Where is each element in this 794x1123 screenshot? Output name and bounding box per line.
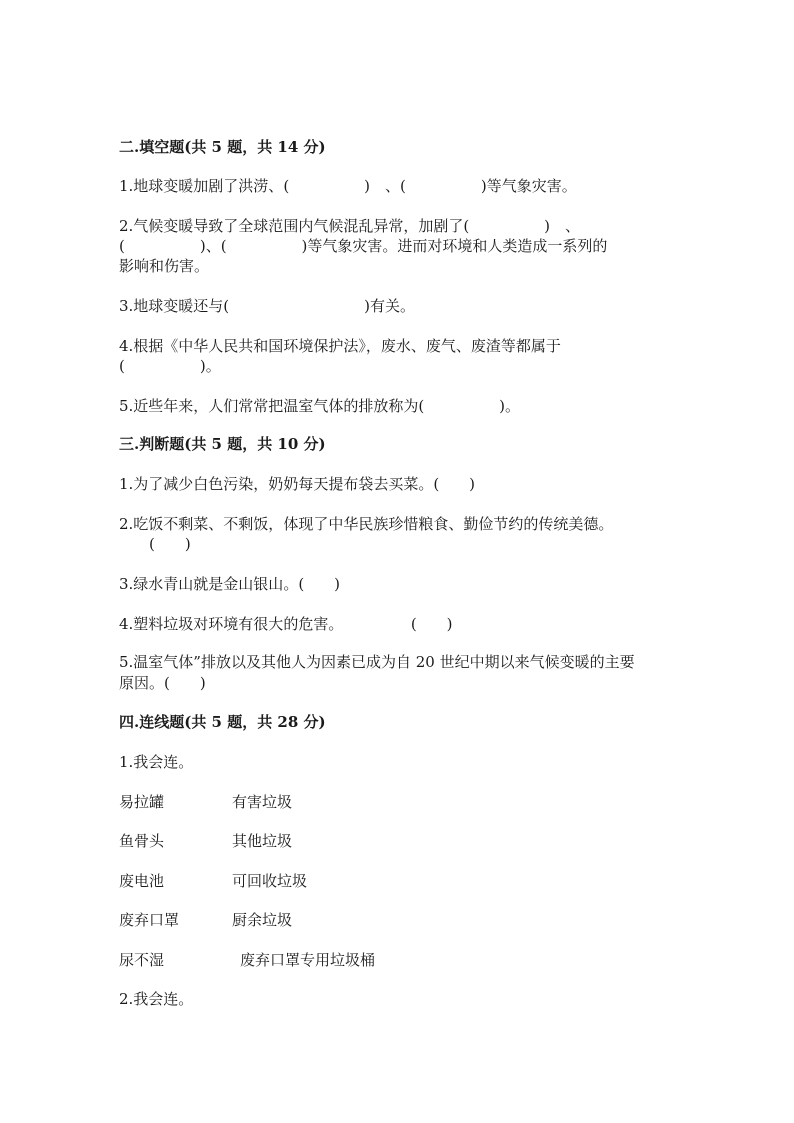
match-right-item: 有害垃圾 [232,793,293,811]
question-fill-2-line-1: 2.气候变暖导致了全球范围内气候混乱异常，加剧了( ) 、 [119,217,581,235]
question-tf-2-line-1: 2.吃饭不剩菜、不剩饭，体现了中华民族珍惜粮食、勤俭节约的传统美德。 [119,515,614,533]
question-fill-5: 5.近些年来，人们常常把温室气体的排放称为( )。 [119,397,521,415]
match-left-item: 废弃口罩 [119,911,180,929]
match-right-item: 厨余垃圾 [232,911,293,929]
question-tf-5-line-1: 5.温室气体”排放以及其他人为因素已成为自 20 世纪中期以来气候变暖的主要 [119,653,635,671]
question-tf-3: 3.绿水青山就是金山银山。( ) [119,575,341,593]
question-tf-5-line-2: 原因。( ) [119,674,206,692]
question-match-1-title: 1.我会连。 [119,753,194,771]
question-fill-3: 3.地球变暖还与( )有关。 [119,297,416,315]
question-fill-1: 1.地球变暖加剧了洪涝、( ) 、( )等气象灾害。 [119,177,577,195]
question-fill-4-line-1: 4.根据《中华人民共和国环境保护法》，废水、废气、废渣等都属于 [119,337,561,355]
match-left-item: 尿不湿 [119,951,165,969]
match-left-item: 废电池 [119,872,165,890]
match-right-item: 废弃口罩专用垃圾桶 [240,951,376,969]
section-heading-fill-in: 二.填空题(共 5 题，共 14 分) [119,138,326,156]
section-heading-true-false: 三.判断题(共 5 题，共 10 分) [119,435,326,453]
section-heading-matching: 四.连线题(共 5 题，共 28 分) [119,713,326,731]
question-fill-2-line-3: 影响和伤害。 [119,257,210,275]
question-match-2-title: 2.我会连。 [119,990,194,1008]
question-fill-2-line-2: ( )、( )等气象灾害。进而对环境和人类造成一系列的 [119,237,608,255]
question-tf-1: 1.为了减少白色污染，奶奶每天提布袋去买菜。( ) [119,475,476,493]
question-fill-4-line-2: ( )。 [119,357,221,375]
match-left-item: 易拉罐 [119,793,165,811]
match-right-item: 可回收垃圾 [232,872,308,890]
question-tf-4: 4.塑料垃圾对环境有很大的危害。 ( ) [119,615,453,633]
question-tf-2-line-2: ( ) [119,535,191,553]
match-right-item: 其他垃圾 [232,832,293,850]
match-left-item: 鱼骨头 [119,832,165,850]
